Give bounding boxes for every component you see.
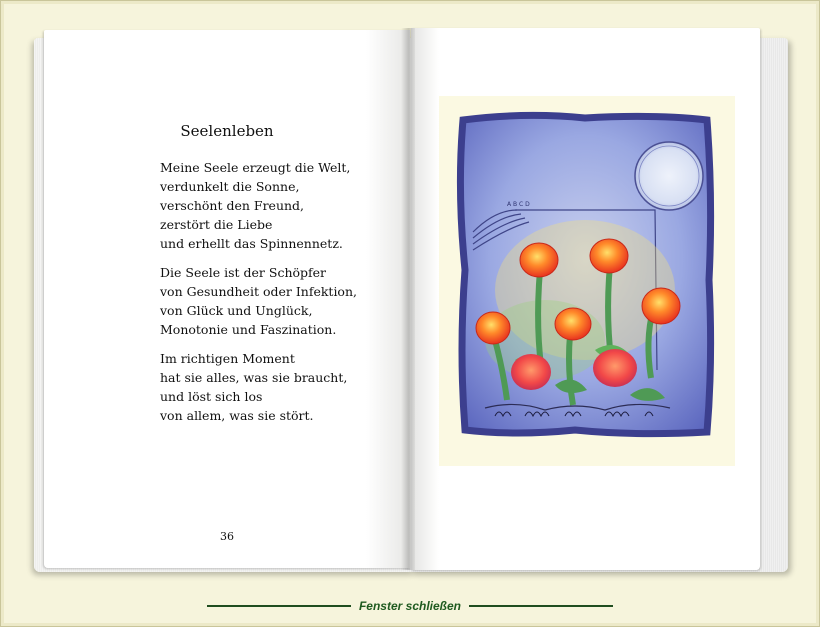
left-page: [44, 30, 410, 568]
tulip-flower: [642, 288, 680, 324]
verse: und erhellt das Spinnennetz.: [160, 236, 343, 251]
verse: von Gesundheit oder Infektion,: [160, 284, 357, 299]
illustration-mat: [439, 96, 735, 466]
tulip-flower: [555, 308, 591, 340]
verse: von Glück und Unglück,: [160, 303, 313, 318]
footer-divider-right: [469, 605, 613, 607]
sun-circle: [635, 142, 703, 210]
close-window-link[interactable]: Fenster schließen: [358, 599, 462, 613]
footer-divider-left: [207, 605, 351, 607]
right-page: [411, 28, 760, 570]
tulip-flower: [593, 349, 637, 387]
verse: und löst sich los: [160, 389, 263, 404]
verse: hat sie alles, was sie braucht,: [160, 370, 348, 385]
verse: Die Seele ist der Schöpfer: [160, 265, 327, 280]
poem-title: Seelenleben: [180, 122, 274, 140]
stanza-2: [160, 263, 357, 339]
stanza-3: [160, 349, 357, 425]
poem-text: [160, 158, 357, 435]
verse: verdunkelt die Sonne,: [160, 179, 300, 194]
verse: verschönt den Freund,: [160, 198, 305, 213]
open-book: [30, 28, 790, 576]
footer: [200, 596, 620, 616]
tulip-flower: [590, 239, 628, 273]
page-number: 36: [220, 530, 234, 543]
watercolor-illustration: [455, 110, 715, 438]
verse: zerstört die Liebe: [160, 217, 273, 232]
tulip-flower: [476, 312, 510, 344]
painting-letters: A B C D: [507, 201, 530, 208]
verse: Monotonie und Faszination.: [160, 322, 337, 337]
verse: Meine Seele erzeugt die Welt,: [160, 160, 351, 175]
tulip-flower: [520, 243, 558, 277]
stanza-1: [160, 158, 357, 253]
verse: von allem, was sie stört.: [160, 408, 314, 423]
tulip-flower: [511, 354, 551, 390]
book-spine-shadow: [401, 28, 415, 570]
verse: Im richtigen Moment: [160, 351, 295, 366]
